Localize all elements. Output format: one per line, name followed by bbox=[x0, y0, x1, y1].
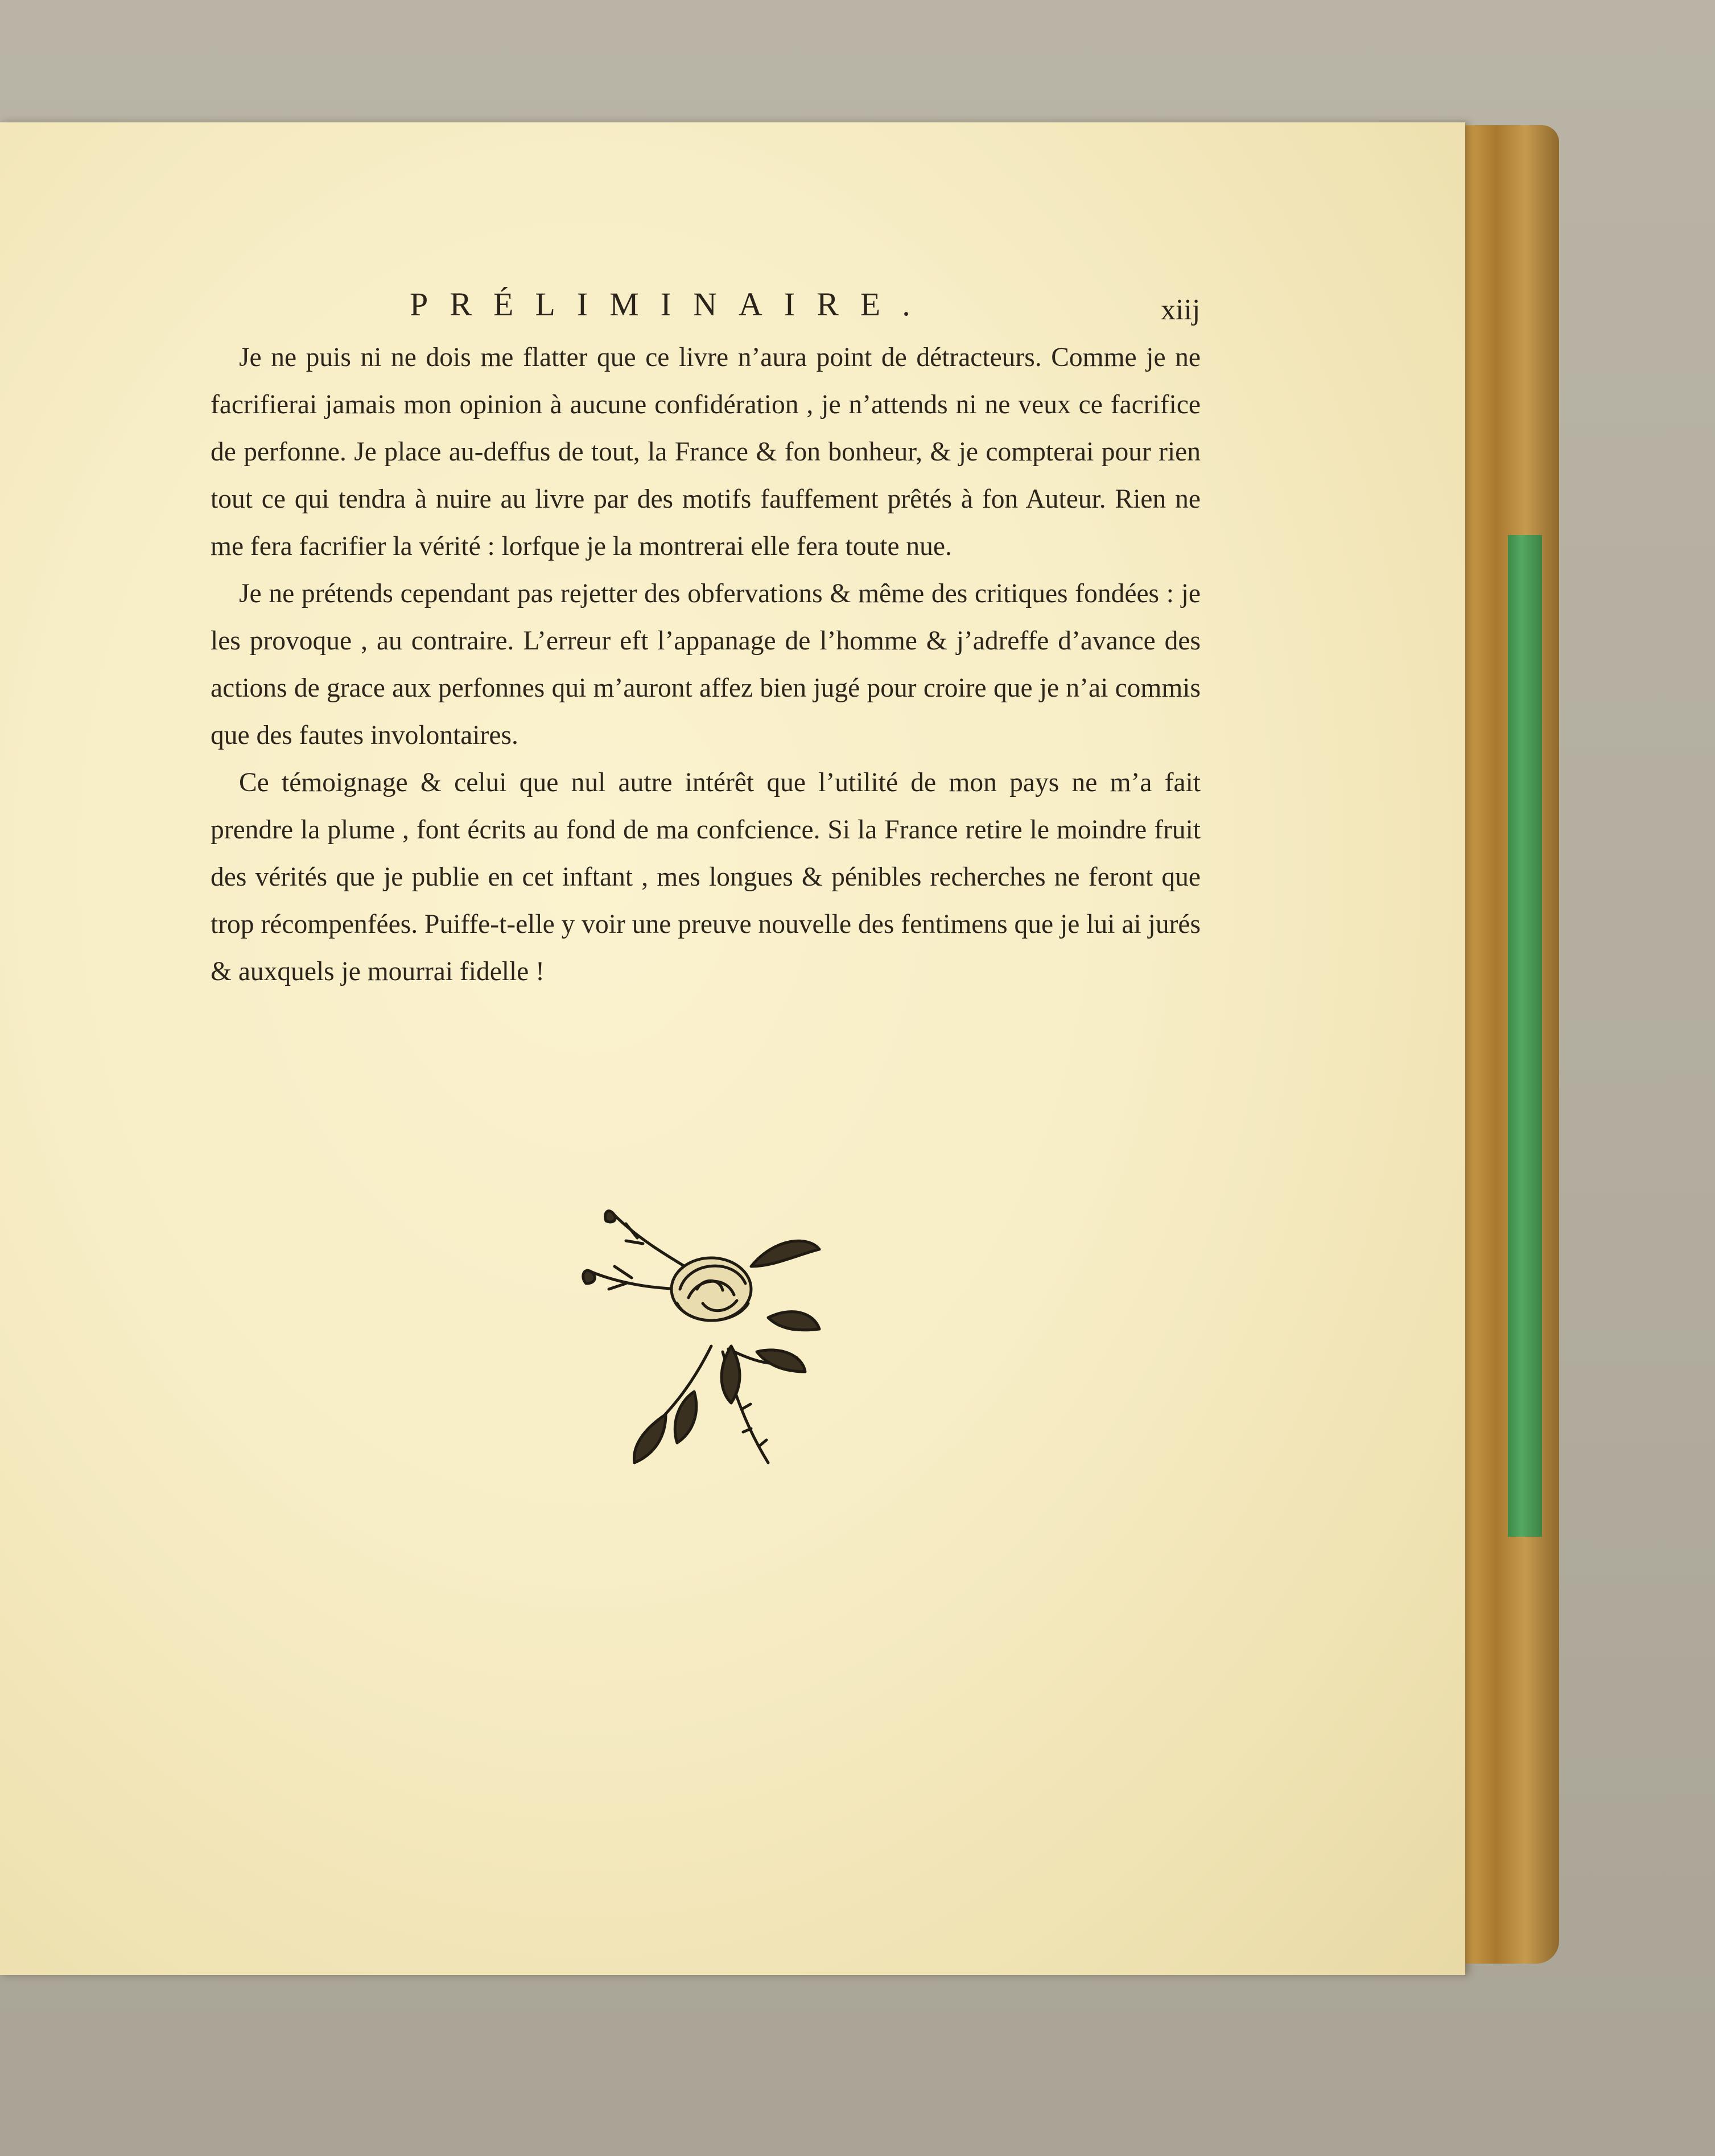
book-page bbox=[0, 122, 1465, 1975]
running-title: PRÉLIMINAIRE. bbox=[410, 286, 932, 323]
paragraph-2: Je ne prétends cependant pas rejetter des obfervations & même des critiques fondées : je les provoque , au contraire. L’erreur eft l’appanage de l’homme & j’adreffe d’avance des actions de grace aux perfonnes qui m’auront affez bien jugé pour croire que je n’ai commis que des fautes involontaires. bbox=[211, 579, 1201, 750]
body-text bbox=[211, 334, 1201, 995]
book-cover-edge bbox=[1508, 535, 1542, 1537]
page-number: xiij bbox=[1161, 294, 1201, 326]
rose-ornament-icon bbox=[580, 1204, 831, 1471]
paragraph-3: Ce témoignage & celui que nul autre intérêt que l’utilité de mon pays ne m’a fait prendre la plume , font écrits au fond de ma confcience. Si la France retire le moindre fruit des vérités que je publie en cet inftant , mes longues & pénibles recherches ne feront que trop récompenfées. Puiffe-t-elle y voir une preuve nouvelle des fentimens que je lui ai jurés & auxquels je mourrai fidelle ! bbox=[211, 768, 1201, 986]
paragraph-1: Je ne puis ni ne dois me flatter que ce livre n’aura point de détracteurs. Comme je ne facrifierai jamais mon opinion à aucune confidération , je n’attends ni ne veux ce facrifice de perfonne. Je place au-deffus de tout, la France & fon bonheur, & je compterai pour rien tout ce qui tendra à nuire au livre par des motifs fauffement prêtés à fon Auteur. Rien ne me fera facrifier la vérité : lorfque je la montrerai elle fera toute nue. bbox=[211, 343, 1201, 561]
